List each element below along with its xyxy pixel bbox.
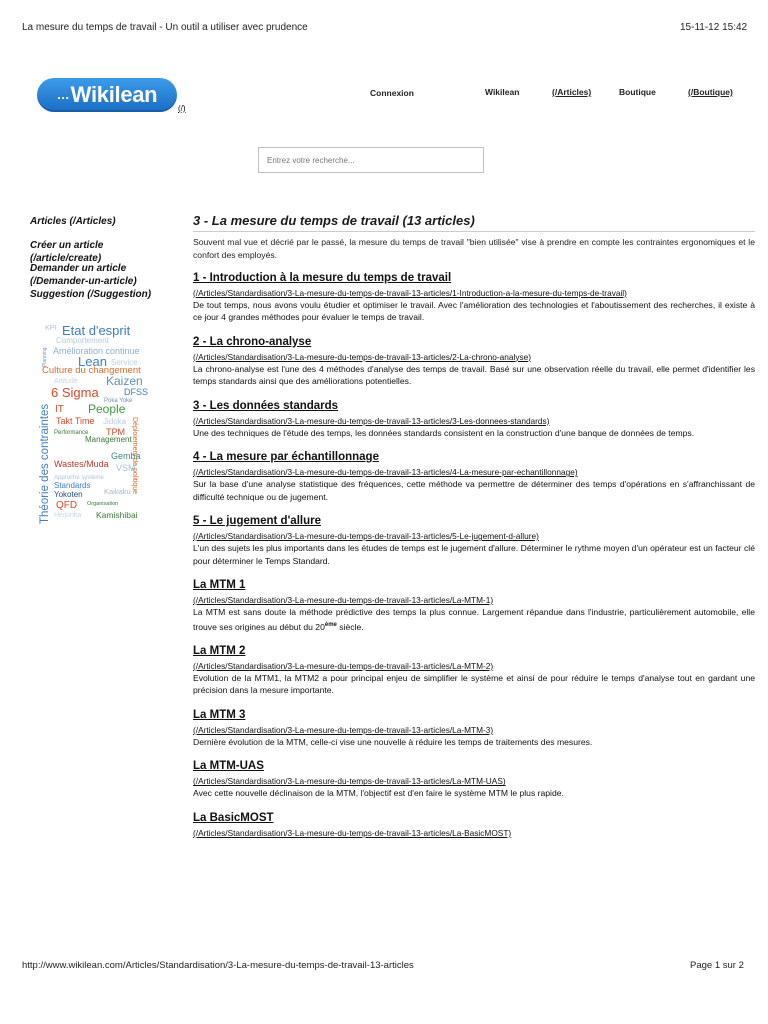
tag-cloud <box>38 322 158 532</box>
tag-word[interactable]: Lean <box>78 354 107 369</box>
article-link[interactable]: (/Articles/Standardisation/3-La-mesure-du-temps-de-travail-13-articles/4-La-mesure-par-echantillonnage) <box>193 467 578 478</box>
article-desc-sup: ème <box>324 621 337 628</box>
tag-word[interactable]: Management <box>85 435 132 444</box>
article-desc-end: siècle. <box>336 621 364 632</box>
article-entry <box>193 336 755 388</box>
tag-word[interactable]: People <box>88 402 126 416</box>
tag-word[interactable]: Kaizen <box>106 374 143 388</box>
tag-word[interactable]: TPM <box>106 427 125 437</box>
article-link[interactable]: (/Articles/Standardisation/3-La-mesure-du-temps-de-travail-13-articles/3-Les-donnees-standards) <box>193 415 550 426</box>
article-title[interactable]: La MTM 3 <box>193 708 246 721</box>
print-footer-page: Page 1 sur 2 <box>690 960 744 971</box>
article-entry <box>193 812 755 839</box>
tag-word[interactable]: Planning <box>42 347 48 367</box>
article-desc <box>193 606 755 633</box>
article-entry <box>193 579 755 633</box>
tag-word[interactable]: 6 Sigma <box>51 385 99 400</box>
tag-word[interactable]: VSM <box>116 463 136 473</box>
tag-word[interactable]: Wastes/Muda <box>54 459 109 469</box>
article-desc: Sur la base d'une analyse statistique des fréquences, cette méthode va permettre de déterminer des temps d'opérations en s'affranchissant de difficulté technique ou de jugement. <box>193 479 755 502</box>
article-title[interactable]: La BasicMOST <box>193 811 274 824</box>
page-title: 3 - La mesure du temps de travail (13 articles) <box>193 213 755 232</box>
tag-word[interactable]: Déploiement de politique <box>131 417 138 495</box>
tag-word[interactable]: Kaikaku <box>104 487 131 496</box>
nav-wikilean[interactable]: Wikilean <box>485 87 520 97</box>
tag-word[interactable]: Amélioration continue <box>53 346 140 356</box>
article-entry <box>193 760 755 800</box>
search-input[interactable]: Entrez votre recherche... <box>258 147 484 173</box>
tag-word[interactable]: Heijunka <box>54 512 82 519</box>
tag-word[interactable]: Performance <box>54 430 89 436</box>
article-title[interactable]: 5 - Le jugement d'allure <box>193 515 321 528</box>
article-desc: Dernière évolution de la MTM, celle-ci vise une nouvelle à réduire les temps de traitements des mesures. <box>193 736 593 747</box>
tag-word[interactable]: Poka Yoke <box>104 398 133 404</box>
print-header-title: La mesure du temps de travail - Un outil a utiliser avec prudence <box>22 22 308 33</box>
tag-word[interactable]: QFD <box>56 500 78 511</box>
article-desc: De tout temps, nous avons voulu étudier et optimiser le travail. Avec l'amélioration des technologies et l'aboutissement des recherches, il existe à ce jour 4 grandes méthodes pour évaluer le temps de travail. <box>193 299 755 323</box>
intro-text: Souvent mal vue et décrié par le passé, la mesure du temps de travail "bien utilisée" vise à prendre en compte les contraintes ergonomiques et le confort des employés. <box>193 237 755 260</box>
logo-text: Wikilean <box>70 82 158 107</box>
tag-word[interactable]: KPI <box>45 325 57 332</box>
tag-word[interactable]: Etat d'esprit <box>62 323 131 338</box>
main-content <box>193 213 755 851</box>
tag-word[interactable]: Standards <box>54 481 91 490</box>
print-header-datetime: 15-11-12 15:42 <box>680 22 748 33</box>
wikilean-logo[interactable] <box>37 78 177 112</box>
article-entry <box>193 645 755 697</box>
tag-word[interactable]: Takt Time <box>56 416 95 426</box>
article-link[interactable]: (/Articles/Standardisation/3-La-mesure-du-temps-de-travail-13-articles/1-Introduction-a-la-mesure-du-temps-de-travail) <box>193 287 627 298</box>
tag-word[interactable]: Théorie des contraintes <box>39 403 51 524</box>
nav-articles-link[interactable]: (/Articles) <box>552 87 592 97</box>
tag-word[interactable]: Approche système <box>54 475 104 481</box>
article-title[interactable]: La MTM-UAS <box>193 760 264 773</box>
article-entry <box>193 272 755 324</box>
article-title[interactable]: La MTM 2 <box>193 644 246 657</box>
article-title[interactable]: 3 - Les données standards <box>193 399 339 412</box>
sidebar-item-suggestion[interactable]: Suggestion (/Suggestion) <box>30 289 152 300</box>
tag-word[interactable]: IT <box>55 404 64 415</box>
nav-boutique-link[interactable]: (/Boutique) <box>688 87 733 97</box>
article-link[interactable]: (/Articles/Standardisation/3-La-mesure-du-temps-de-travail-13-articles/2-La-chrono-analyse) <box>193 351 532 362</box>
article-desc: La chrono-analyse est l'une des 4 méthodes d'analyse des temps de travail. Basé sur une observation réelle du travail, elle permet d'identifier les temps standards ainsi que des améliorations potentielles. <box>193 363 755 387</box>
tag-word[interactable]: Culture du changement <box>42 365 141 376</box>
article-link[interactable]: (/Articles/Standardisation/3-La-mesure-du-temps-de-travail-13-articles/La-BasicMOST) <box>193 827 512 838</box>
tag-word[interactable]: Yokoten <box>54 490 83 499</box>
logo-link[interactable]: (/) <box>178 104 186 113</box>
article-entry <box>193 515 755 567</box>
tag-word[interactable]: Jidoka <box>103 417 127 426</box>
article-title[interactable]: 4 - La mesure par échantillonnage <box>193 451 379 464</box>
tag-word[interactable]: Service <box>111 358 138 367</box>
article-link[interactable]: (/Articles/Standardisation/3-La-mesure-du-temps-de-travail-13-articles/La-MTM-2) <box>193 660 494 671</box>
tag-word[interactable]: Comportement <box>56 336 109 345</box>
sidebar-item-create[interactable]: Créer un article (/article/create) <box>30 240 104 264</box>
sidebar-item-request[interactable]: Demander un article (/Demander-un-article) <box>30 263 137 287</box>
article-title[interactable]: 2 - La chrono-analyse <box>193 335 312 348</box>
article-desc: L'un des sujets les plus importants dans les études de temps est le jugement d'allure. Déterminer le rythme moyen d'un opérateur est un facteur clé pour déterminer le Temps Standard. <box>193 543 755 566</box>
article-link[interactable]: (/Articles/Standardisation/3-La-mesure-du-temps-de-travail-13-articles/La-MTM-UAS) <box>193 776 506 787</box>
tag-word[interactable]: Attitude <box>54 378 78 385</box>
article-entry <box>193 709 755 749</box>
print-footer-url: http://www.wikilean.com/Articles/Standardisation/3-La-mesure-du-temps-de-travail-13-articles <box>22 960 414 971</box>
nav-connexion[interactable]: Connexion <box>370 88 414 98</box>
tag-word[interactable]: Gemba <box>111 451 141 461</box>
nav-boutique[interactable]: Boutique <box>619 87 656 97</box>
article-link[interactable]: (/Articles/Standardisation/3-La-mesure-du-temps-de-travail-13-articles/La-MTM-3) <box>193 724 494 735</box>
article-desc: Avec cette nouvelle déclinaison de la MTM, l'objectif est d'en faire le système MTM le plus rapide. <box>193 788 564 799</box>
logo-dots-icon: … <box>56 87 69 102</box>
article-entry <box>193 400 755 440</box>
article-link[interactable]: (/Articles/Standardisation/3-La-mesure-du-temps-de-travail-13-articles/5-Le-jugement-d-allure) <box>193 531 539 542</box>
article-desc: Evolution de la MTM1, la MTM2 a pour principal enjeu de simplifier le système et ainsi de pour réduire le temps d'analyse tout en gardant une précision dans la mesure importante. <box>193 672 755 696</box>
sidebar-item-articles[interactable]: Articles (/Articles) <box>30 216 116 227</box>
tag-word[interactable]: DFSS <box>124 387 149 397</box>
article-title[interactable]: 1 - Introduction à la mesure du temps de travail <box>193 271 452 284</box>
article-desc: Une des techniques de l'étude des temps, les données standards consistent en la construction d'une banque de données de temps. <box>193 427 695 438</box>
article-desc-text: La MTM est sans doute la méthode prédictive des temps la plus connue. Largement répandue dans l'industrie, particulièrement automobile, elle trouve ses origines au début du 20 <box>193 607 755 632</box>
article-entry <box>193 451 755 503</box>
tag-word[interactable]: Organisation <box>87 501 119 507</box>
tag-word[interactable]: Kamishibai <box>96 510 138 520</box>
article-link[interactable]: (/Articles/Standardisation/3-La-mesure-du-temps-de-travail-13-articles/La-MTM-1) <box>193 595 494 606</box>
article-title[interactable]: La MTM 1 <box>193 579 246 592</box>
